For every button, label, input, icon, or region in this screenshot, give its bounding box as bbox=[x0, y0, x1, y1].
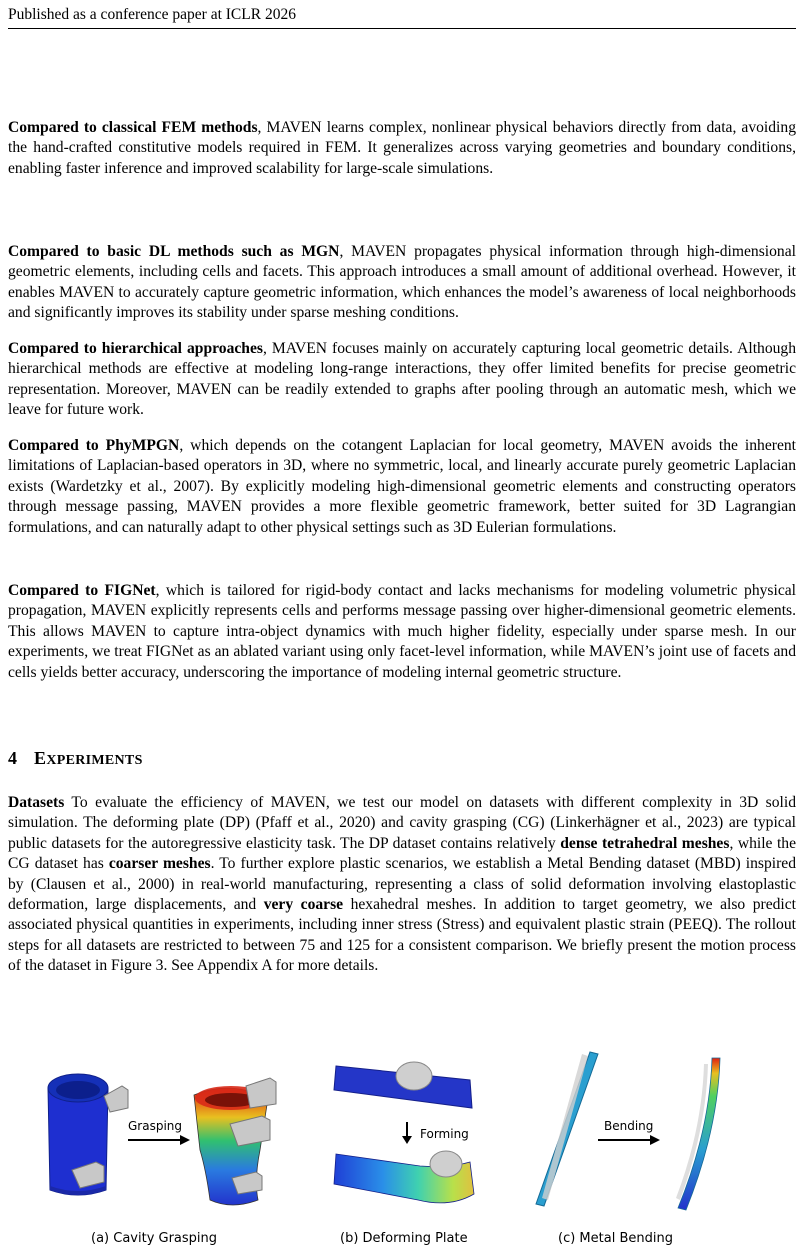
bar-after bbox=[676, 1058, 720, 1210]
paragraph-text: hexahedral meshes. In addition to target geometry, we also predict associated physical quantities in experiments, including inner stress (Stress) and equivalent plastic strain (PEEQ). The rollout steps for all datasets are restricted to between 75 and 125 for a consistent comparison. We briefly present the motion process of the dataset in Figure 3. See Appendix A for more details. bbox=[8, 896, 797, 975]
paragraph-lead: Compared to hierarchical approaches bbox=[8, 340, 263, 357]
cavity-before bbox=[48, 1074, 128, 1195]
emphasis-text: very coarse bbox=[263, 896, 344, 914]
caption-metal-bending: (c) Metal Bending bbox=[558, 1231, 673, 1246]
forming-arrow bbox=[402, 1122, 412, 1144]
bending-arrow bbox=[598, 1135, 660, 1145]
section-heading bbox=[8, 746, 796, 773]
forming-label: Forming bbox=[420, 1127, 469, 1141]
running-header: Published as a conference paper at ICLR 2026 bbox=[8, 4, 796, 29]
paragraph-datasets bbox=[8, 793, 796, 977]
paragraph-lead: Compared to basic DL methods such as MGN bbox=[8, 243, 340, 260]
emphasis-text: coarser meshes bbox=[108, 855, 211, 873]
plate-after bbox=[334, 1151, 474, 1203]
paragraph-lead: Compared to PhyMPGN bbox=[8, 437, 180, 454]
section-number: 4 bbox=[8, 748, 18, 768]
paragraph-fignet-comparison bbox=[8, 581, 796, 683]
section-title-rest: XPERIMENTS bbox=[46, 753, 143, 768]
paragraph-hierarchical-comparison bbox=[8, 339, 796, 421]
paragraph-fem-comparison bbox=[8, 118, 796, 179]
paragraph-text: , while the CG dataset has bbox=[8, 834, 796, 873]
figure-illustration bbox=[0, 1050, 804, 1230]
paragraph-body: , MAVEN propagates physical information through high-dimensional geometric elements, including cells and facets. This approach introduces a small amount of additional overhead. However, it enables MAVEN to accurately capture geometric information, which enhances the model’s awareness of local neighborhoods and significantly improves its stability under sparse meshing conditions. bbox=[8, 243, 796, 322]
caption-cavity-grasping: (a) Cavity Grasping bbox=[91, 1231, 218, 1246]
caption-deforming-plate: (b) Deforming Plate bbox=[340, 1231, 468, 1246]
bar-before bbox=[536, 1052, 598, 1206]
grasping-arrow bbox=[128, 1135, 190, 1145]
paragraph-text: . To further explore plastic scenarios, we establish a Metal Bending dataset (MBD) inspired by (Clausen et al., 2000) in real-world manufacturing, representing a class of solid deformation involving elastoplastic deformation, large displacements, and bbox=[8, 855, 796, 914]
paragraph-body: , which is tailored for rigid-body contact and lacks mechanisms for modeling volumetric physical propagation, MAVEN explicitly represents cells and performs message passing over higher-dimensional geometric elements. This allows MAVEN to capture intra-object dynamics with much higher fidelity, especially under sparse mesh. In our experiments, we treat FIGNet as an ablated variant using only facet-level information, while MAVEN’s joint use of facets and cells yields better accuracy, underscoring the importance of modeling internal geometric structure. bbox=[8, 582, 796, 681]
paragraph-lead: Compared to classical FEM methods bbox=[8, 119, 258, 136]
paragraph-body: , MAVEN focuses mainly on accurately capturing local geometric details. Although hierarchical methods are effective at modeling long-range interactions, they offer limited benefits for precise geometric representation. Moreover, MAVEN can be readily extended to graphs after pooling through an automatic mesh, which we leave for future work. bbox=[8, 340, 797, 419]
cavity-after bbox=[194, 1078, 276, 1205]
paragraph-text: To evaluate the efficiency of MAVEN, we test our model on datasets with different complexity in 3D solid simulation. The deforming plate (DP) (Pfaff et al., 2020) and cavity grasping (CG) (Linkerhägner et al., 2023) are typical public datasets for the autoregressive elasticity task. The DP dataset contains relatively bbox=[8, 794, 796, 852]
grasping-label: Grasping bbox=[128, 1119, 183, 1133]
paragraph-mgn-comparison bbox=[8, 242, 796, 324]
emphasis-text: dense tetrahedral meshes bbox=[560, 834, 730, 852]
paragraph-lead: Datasets bbox=[8, 794, 65, 811]
figure-3 bbox=[0, 1050, 804, 1256]
bending-label: Bending bbox=[604, 1119, 654, 1133]
paragraph-phympgn-comparison bbox=[8, 436, 796, 538]
section-title-initial: E bbox=[34, 748, 47, 768]
paragraph-lead: Compared to FIGNet bbox=[8, 582, 156, 599]
paragraph-body: , MAVEN learns complex, nonlinear physical behaviors directly from data, avoiding the hand-crafted constitutive models required in FEM. It generalizes across varying geometries and boundary conditions, enabling faster inference and improved scalability for large-scale simulations. bbox=[8, 119, 796, 177]
paragraph-body: , which depends on the cotangent Laplacian for local geometry, MAVEN avoids the inherent limitations of Laplacian-based operators in 3D, where no symmetric, local, and linearly accurate purely geometric Laplacian exists (Wardetzky et al., 2007). By explicitly modeling high-dimensional geometric elements and constructing operators through message passing, MAVEN provides a more flexible geometric framework, better suited for 3D Lagrangian formulations, and can naturally adapt to other physical settings such as 3D Eulerian formulations. bbox=[8, 437, 796, 536]
plate-before bbox=[334, 1062, 472, 1108]
